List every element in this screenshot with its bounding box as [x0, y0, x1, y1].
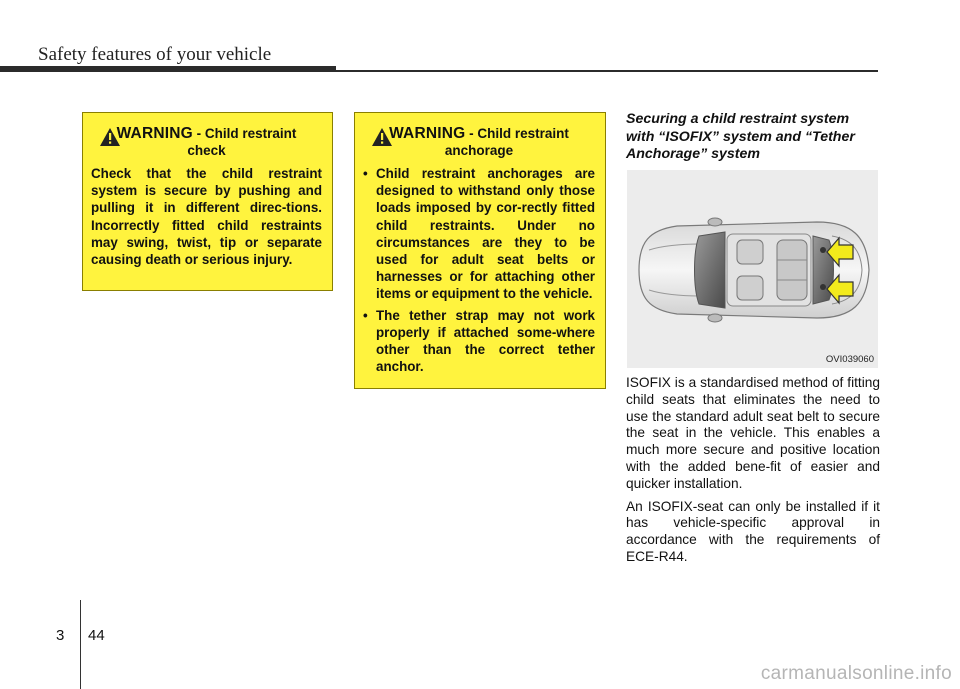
watermark-text: carmanualsonline.info — [760, 663, 952, 684]
footer-divider — [80, 600, 81, 689]
warning-word: WARNING — [389, 125, 466, 142]
header-rule-thin — [336, 70, 878, 72]
warning-triangle-icon — [371, 127, 393, 147]
isofix-figure — [627, 170, 878, 368]
warning-heading — [91, 125, 322, 159]
warning-bullet-item: • Child restraint anchorages are designed to withstand only those loads imposed by cor-rectly fitted child restraints. Under no circumstances are they to be used for adult seat belts or harnesses or for attaching other items or equipment to the vehicle. — [363, 165, 595, 303]
page-number: 44 — [88, 627, 105, 644]
body-paragraph: ISOFIX is a standardised method of fitting child seats that eliminates the need to use the standard adult seat belt to secure the seat in the vehicle. This enables a much more secure and positive location with the added bene-fit of easier and quicker installation. — [626, 375, 880, 491]
page-section-number: 3 — [56, 627, 65, 644]
warning-subtitle: - Child restraint — [192, 126, 297, 141]
warning-triangle-icon — [99, 127, 121, 147]
warning-box-check — [82, 112, 333, 291]
warning-word: WARNING — [116, 125, 193, 142]
warning-bullet-item: • The tether strap may not work properly if attached some-where other than the correct tether anchor. — [363, 307, 595, 376]
warning-subtitle-line2: anchorage — [444, 143, 514, 158]
car-top-view-illustration — [627, 170, 878, 368]
warning-body-text: Check that the child restraint system is secure by pushing and pulling it in different direc-tions. Incorrectly fitted child restraints may swing, twist, tip or separate causing death or serious injury. — [91, 166, 322, 268]
warning-bullet-list — [363, 165, 595, 375]
section-body — [626, 375, 880, 572]
warning-heading — [363, 125, 595, 159]
figure-code: OVI039060 — [825, 354, 874, 365]
warning-subtitle-line2: check — [187, 143, 226, 158]
warning-subtitle: - Child restraint — [465, 126, 569, 141]
body-paragraph: An ISOFIX-seat can only be installed if it has vehicle-specific approval in accordance with the requirements of ECE-R44. — [626, 498, 880, 564]
section-heading: Securing a child restraint system with “ISOFIX” system and “Tether Anchorage” system — [626, 111, 855, 162]
warning-box-anchorage — [354, 112, 606, 389]
header-rule-thick — [0, 66, 336, 72]
page-header-title: Safety features of your vehicle — [38, 44, 272, 65]
